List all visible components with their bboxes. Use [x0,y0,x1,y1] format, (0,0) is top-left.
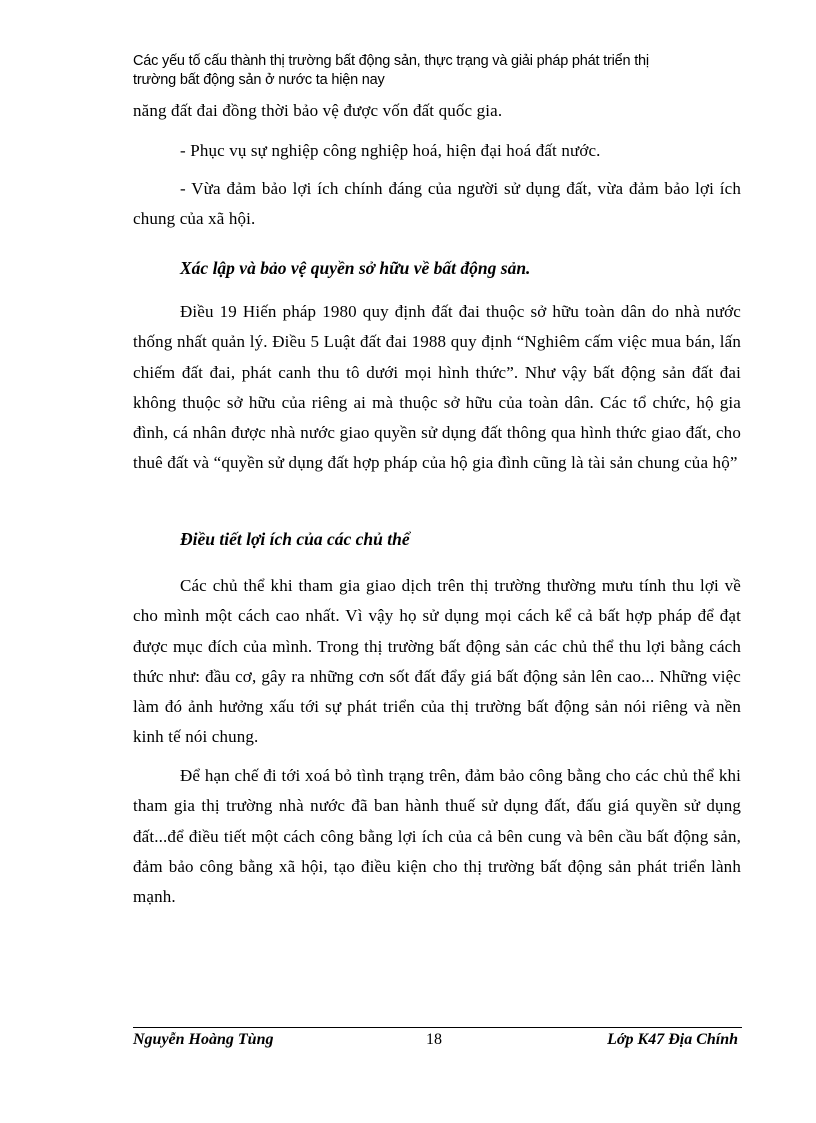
footer-author: Nguyễn Hoàng Tùng [133,1031,274,1048]
header-title-line2: trường bất động sản ở nước ta hiện nay [133,72,385,88]
running-header [133,52,753,90]
page-number: 18 [426,1031,442,1048]
paragraph-ownership: Điều 19 Hiến pháp 1980 quy định đất đai thuộc sở hữu toàn dân do nhà nước thống nhất quản lý. Điều 5 Luật đất đai 1988 quy định “Nghiêm cấm việc mua bán, lấn chiếm đất đai, phát canh thu tô dưới mọi hình thức”. Như vậy bất động sản đất đai không thuộc sở hữu của riêng ai mà thuộc sở hữu của toàn dân. Các tổ chức, hộ gia đình, cá nhân được nhà nước giao quyền sử dụng đất thông qua hình thức giao đất, cho thuê đất và “quyền sử dụng đất hợp pháp của hộ gia đình cũng là tài sản chung của hộ” [133,302,741,473]
paragraph-bullet-2: - Vừa đảm bảo lợi ích chính đáng của người sử dụng đất, vừa đảm bảo lợi ích chung của xã hội. [133,179,741,229]
paragraph-bullet-1: - Phục vụ sự nghiệp công nghiệp hoá, hiện đại hoá đất nước. [180,141,601,160]
footer-divider [133,1027,742,1028]
paragraph-regulation-2: Để hạn chế đi tới xoá bỏ tình trạng trên, đảm bảo công bằng cho các chủ thể khi tham gia thị trường nhà nước đã ban hành thuế sử dụng đất, đấu giá quyền sử dụng đất...để điều tiết một cách công bằng lợi ích của cả bên cung và bên cầu bất động sản, đảm bảo công bằng xã hội, tạo điều kiện cho thị trường bất động sản phát triển lành mạnh. [133,766,741,907]
paragraph-regulation-1: Các chủ thể khi tham gia giao dịch trên thị trường thường mưu tính thu lợi về cho mình một cách cao nhất. Vì vậy họ sử dụng mọi cách kể cả bất hợp pháp để đạt được mục đích của mình. Trong thị trường bất động sản các chủ thể thu lợi bằng cách thức như: đầu cơ, gây ra những cơn sốt đất đẩy giá bất động sản lên cao... Những việc làm đó ảnh hưởng xấu tới sự phát triển của thị trường bất động sản nói riêng và nền kinh tế nói chung. [133,576,741,747]
section-heading-ownership: Xác lập và bảo vệ quyền sở hữu về bất động sản. [180,258,531,278]
section-heading-regulation: Điều tiết lợi ích của các chủ thể [180,529,410,549]
paragraph-intro: năng đất đai đồng thời bảo vệ được vốn đất quốc gia. [133,101,503,120]
header-title-line1: Các yếu tố cấu thành thị trường bất động sản, thực trạng và giải pháp phát triển thị [133,53,649,69]
footer-class: Lớp K47 Địa Chính [607,1031,738,1048]
